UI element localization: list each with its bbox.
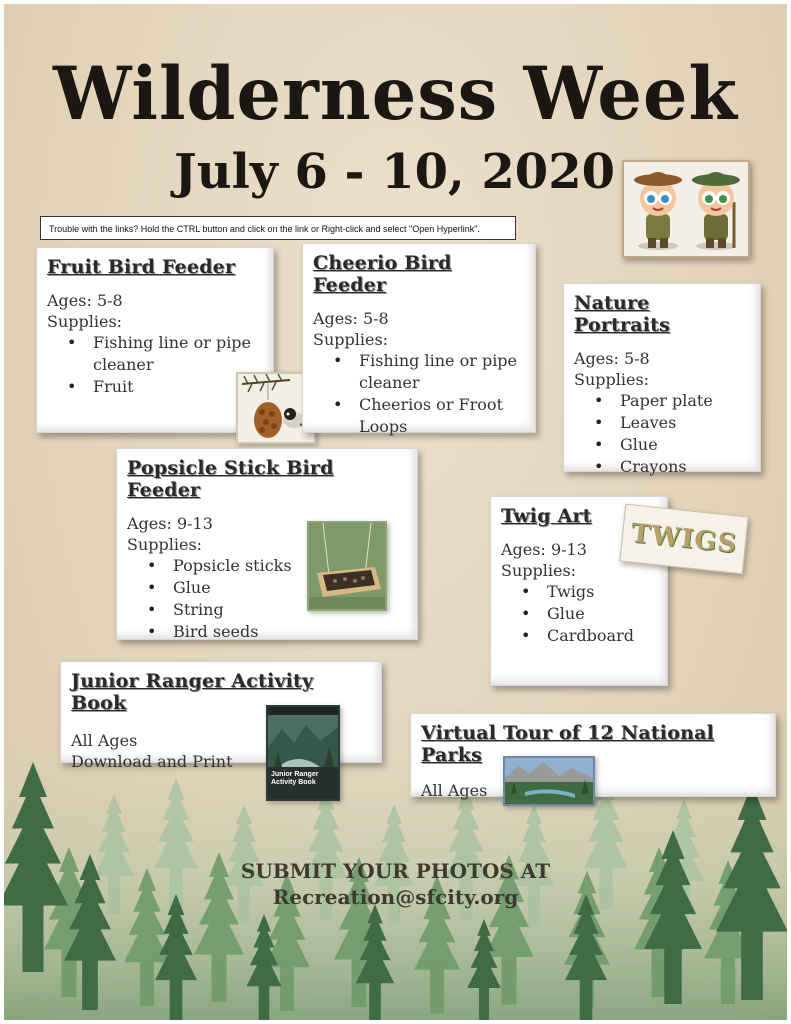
page-title: Wilderness Week <box>52 49 739 138</box>
supplies-list <box>574 390 750 478</box>
activity-book-cover[interactable] <box>266 705 340 801</box>
card-title-junior[interactable]: Junior Ranger Activity Book <box>71 670 314 714</box>
list-item: • String <box>173 599 407 621</box>
flyer-page <box>4 4 787 1020</box>
supplies-list <box>313 350 525 438</box>
popsicle-feeder-photo <box>307 521 387 611</box>
list-item: • Leaves <box>620 412 750 434</box>
twigs-word: TWIGS <box>629 518 739 560</box>
list-item: • Fishing line or pipe cleaner <box>359 350 525 394</box>
ages-text: All Ages <box>71 731 138 750</box>
list-item: • Cardboard <box>547 625 657 647</box>
list-item: • Popsicle sticks <box>173 555 407 577</box>
book-cover-title: Junior Ranger Activity Book <box>271 771 319 786</box>
supplies-label: Supplies: <box>313 330 389 349</box>
list-item: • Twigs <box>547 581 657 603</box>
list-item: • Bird seeds <box>173 621 407 643</box>
ages-text: All Ages <box>421 781 488 800</box>
submit-email-link[interactable]: Recreation@sfcity.org <box>272 885 519 909</box>
card-title-portraits[interactable]: Nature Portraits <box>574 292 671 336</box>
list-item: • Cheerios or Froot Loops <box>359 394 525 438</box>
ages-text: Ages: 9-13 <box>501 540 587 559</box>
supplies-label: Supplies: <box>501 561 577 580</box>
ranger-kids-illustration <box>622 160 750 258</box>
supplies-label: Supplies: <box>47 312 123 331</box>
ranger-boy-icon <box>692 172 740 250</box>
card-title-cheerio[interactable]: Cheerio Bird Feeder <box>313 252 452 296</box>
card-title-fruit[interactable]: Fruit Bird Feeder <box>47 256 236 278</box>
submit-photos-text: SUBMIT YOUR PHOTOS AT <box>240 859 551 883</box>
card-cheerio-bird-feeder <box>302 243 536 436</box>
hyperlink-notice: Trouble with the links? Hold the CTRL button and click on the link or Right-click and select "Open Hyperlink". <box>40 216 516 240</box>
supplies-label: Supplies: <box>574 370 650 389</box>
card-title-twig[interactable]: Twig Art <box>501 505 592 527</box>
ranger-girl-icon <box>634 172 682 250</box>
ages-text: Ages: 9-13 <box>127 514 213 533</box>
list-item: • Paper plate <box>620 390 750 412</box>
list-item: • Crayons <box>620 456 750 478</box>
supplies-list <box>47 332 253 398</box>
supplies-list <box>501 581 657 647</box>
list-item: • Fishing line or pipe cleaner <box>93 332 253 376</box>
card-title-virtual[interactable]: Virtual Tour of 12 National Parks <box>421 722 715 766</box>
card-nature-portraits <box>563 283 761 476</box>
list-item: • Fruit <box>93 376 253 398</box>
list-item: • Glue <box>173 577 407 599</box>
event-dates: July 6 - 10, 2020 <box>174 144 615 200</box>
list-item: • Glue <box>620 434 750 456</box>
ages-text: Ages: 5-8 <box>574 349 650 368</box>
ages-text: Ages: 5-8 <box>313 309 389 328</box>
card-title-popsicle[interactable]: Popsicle Stick Bird Feeder <box>127 457 334 501</box>
list-item: • Glue <box>547 603 657 625</box>
national-park-photo[interactable] <box>503 756 595 806</box>
supplies-label: Supplies: <box>127 535 203 554</box>
download-text: Download and Print <box>71 752 233 771</box>
ages-text: Ages: 5-8 <box>47 291 123 310</box>
